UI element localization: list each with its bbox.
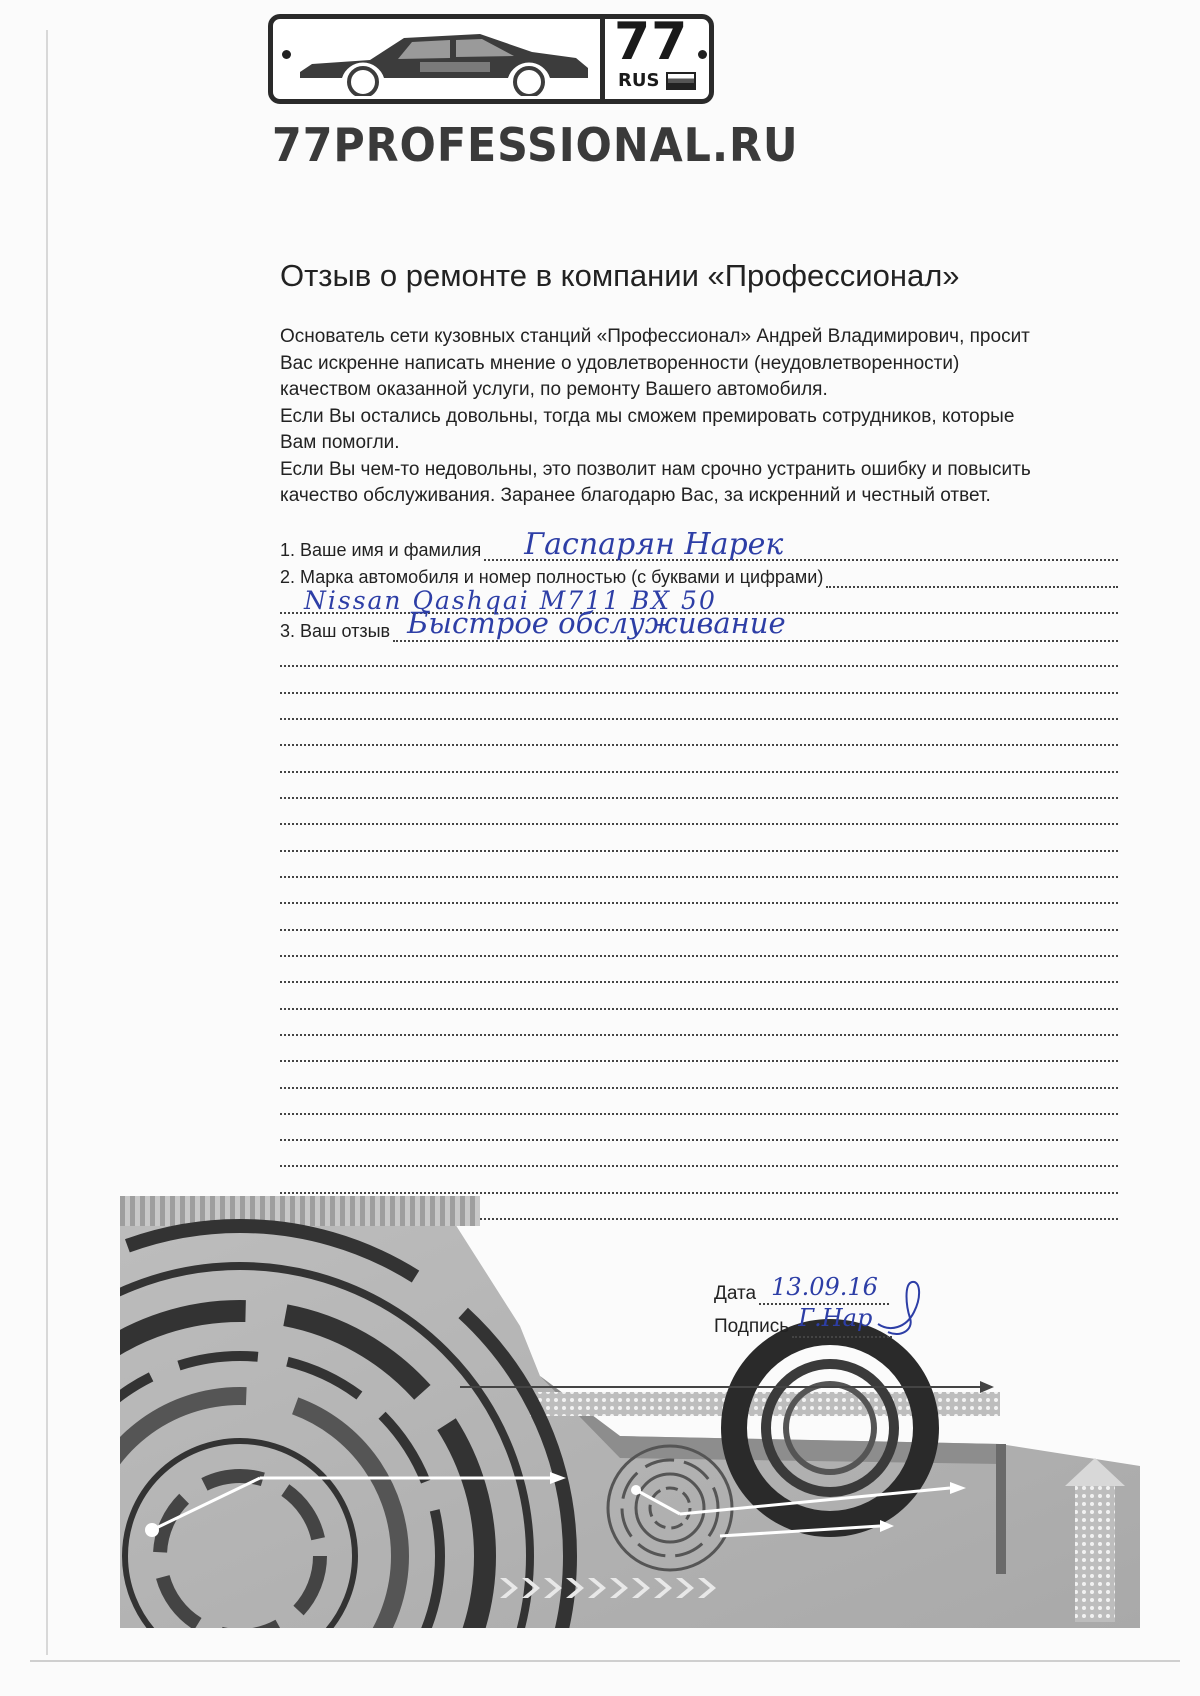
signature-field [714,1304,892,1338]
date-value[interactable]: 13.09.16 [771,1273,878,1301]
review-blank-line[interactable] [280,1087,1118,1089]
page-title: Отзыв о ремонте в компании «Профессионал» [280,258,960,293]
field-review-line [393,606,1118,642]
decorative-tech-graphic [120,1196,1140,1628]
review-blank-line[interactable] [280,929,1118,931]
logo-region-code: 77 [614,12,689,72]
logo-bolt-right [698,50,707,59]
car-silhouette-icon [300,26,590,96]
logo-divider [600,14,605,104]
field-car-line-end [826,568,1118,588]
review-blank-line[interactable] [280,850,1118,852]
field-review-label: 3. Ваш отзыв [280,621,391,641]
field-name-answer[interactable]: Гаспарян Нарек [524,527,784,562]
field-car-label: 2. Марка автомобиля и номер полностью (с буквами и цифрами) [280,567,824,587]
date-field [714,1273,889,1305]
signature-label: Подпись [714,1316,790,1337]
intro-line: Если Вы чем-то недовольны, это позволит нам срочно устранить ошибку и повысить [280,458,1031,480]
field-car [280,562,1118,588]
intro-line: Вас искренне написать мнение о удовлетворенности (неудовлетворенности) [280,352,960,374]
site-name: 77PROFESSIONAL.RU [272,118,799,172]
date-label: Дата [714,1283,757,1304]
scan-edge [46,30,48,1655]
scan-bottom-edge [30,1660,1180,1662]
review-blank-line[interactable] [280,797,1118,799]
signature-value[interactable]: Г.Нар [798,1304,873,1332]
field-name [280,527,1118,562]
review-blank-line[interactable] [280,744,1118,746]
review-blank-line[interactable] [280,1192,1118,1194]
review-blank-line[interactable] [280,902,1118,904]
review-blank-line[interactable] [280,718,1118,720]
review-blank-line[interactable] [280,955,1118,957]
review-blank-line[interactable] [280,665,1118,667]
intro-line: качество обслуживания. Заранее благодарю Вас, за искренний и честный ответ. [280,485,991,506]
field-name-line [484,527,1118,562]
review-blank-line[interactable] [280,876,1118,878]
logo-country: RUS [618,70,660,91]
field-car-answer[interactable]: Nissan Qashqai M711 BX 50 [304,586,717,615]
logo-bolt-left [282,50,291,59]
intro-line: Если Вы остались довольны, тогда мы сможем премировать сотрудников, которые [280,405,1015,427]
field-name-label: 1. Ваше имя и фамилия [280,540,482,560]
field-review [280,606,1118,642]
review-blank-line[interactable] [280,823,1118,825]
review-blank-line[interactable] [280,1060,1118,1062]
review-blank-line[interactable] [280,1165,1118,1167]
review-blank-line[interactable] [280,981,1118,983]
intro-line: Основатель сети кузовных станций «Профессионал» Андрей Владимирович, просит [280,326,1030,347]
intro-text [280,324,1140,510]
review-blank-line[interactable] [280,1008,1118,1010]
review-blank-line[interactable] [280,1139,1118,1141]
intro-line: качеством оказанной услуги, по ремонту Вашего автомобиля. [280,379,828,400]
signature-flourish-icon [870,1272,940,1342]
intro-line: Вам помогли. [280,432,400,453]
review-blank-line[interactable] [280,1034,1118,1036]
review-blank-line[interactable] [280,692,1118,694]
field-review-answer[interactable]: Быстрое обслуживание [407,606,786,640]
review-blank-line[interactable] [280,771,1118,773]
review-blank-line[interactable] [280,1113,1118,1115]
flag-icon [666,72,696,90]
